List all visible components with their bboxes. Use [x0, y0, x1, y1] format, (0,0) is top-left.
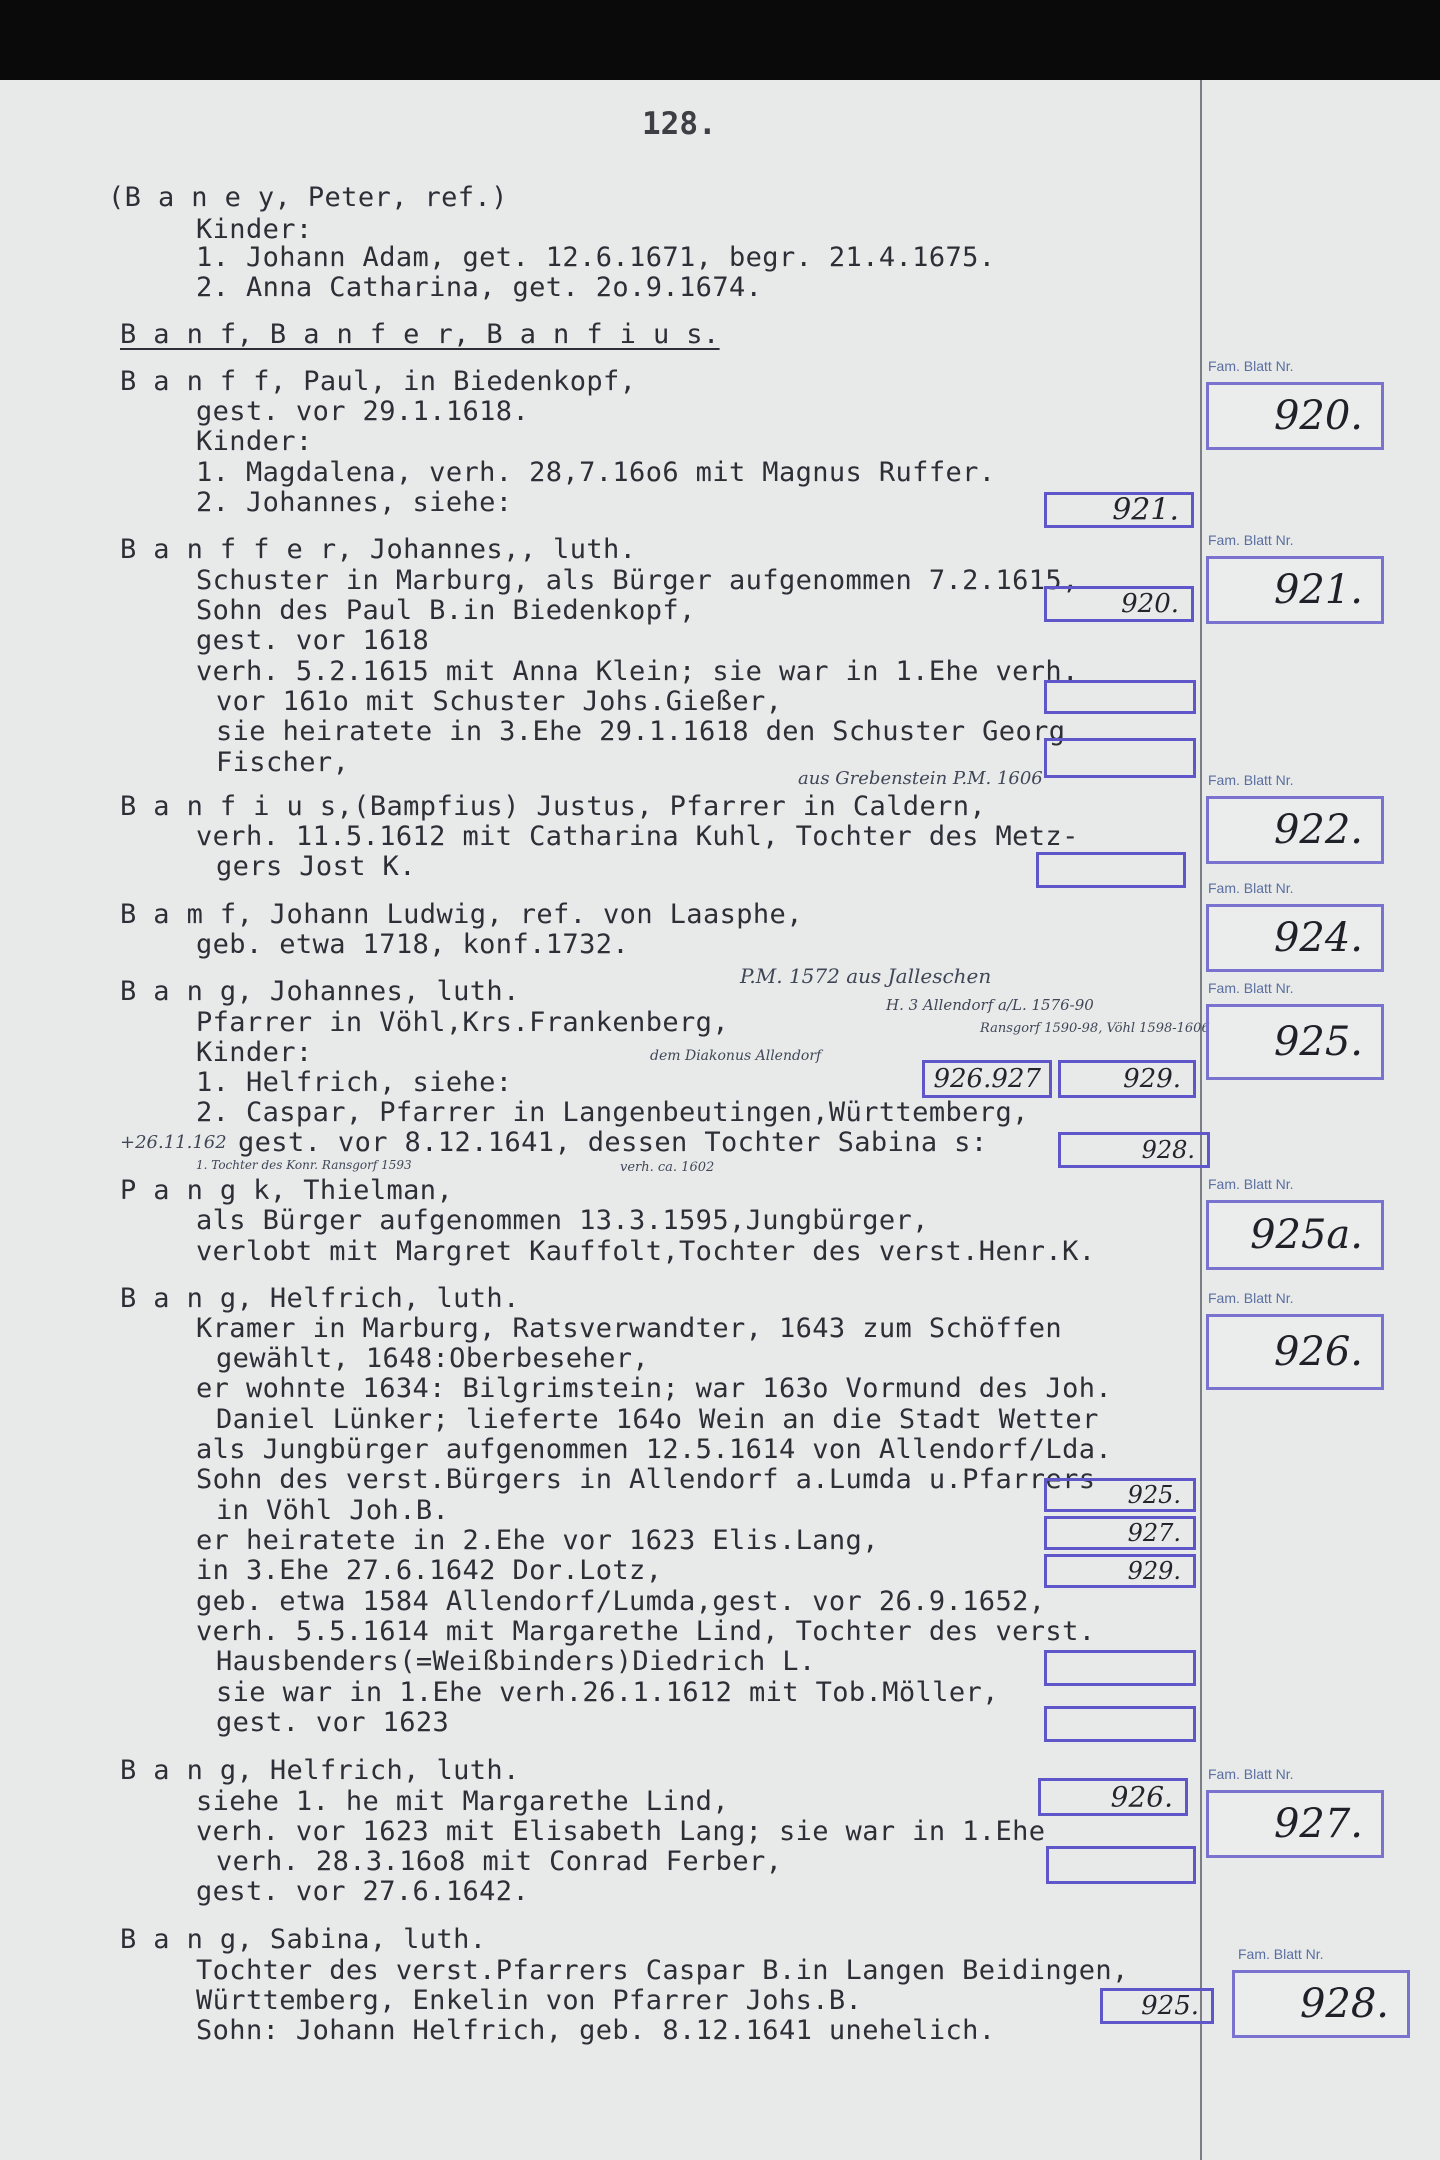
handwritten-note: +26.11.162	[120, 1132, 227, 1153]
entry-heading-banffer: B a n f f e r, Johannes,, luth.	[120, 534, 637, 565]
entry-heading-bang-sabina: B a n g, Sabina, luth.	[120, 1924, 487, 1955]
family-sheet-label: Fam. Blatt Nr.	[1208, 880, 1294, 896]
crossref-box: 925.	[1100, 1988, 1214, 2024]
entry-heading-bang-helfrich: B a n g, Helfrich, luth.	[120, 1283, 520, 1314]
entry-heading-banfius: B a n f i u s,(Bampfius) Justus, Pfarrer in Caldern,	[120, 791, 987, 822]
page-number: 128.	[642, 106, 717, 142]
empty-crossref-box	[1044, 1650, 1196, 1686]
entry-line: vor 161o mit Schuster Johs.Gießer,	[216, 686, 783, 717]
entry-line: Kinder:	[196, 214, 313, 245]
handwritten-note: 1. Tochter des Konr. Ransgorf 1593	[196, 1158, 412, 1172]
entry-line: 1. Johann Adam, get. 12.6.1671, begr. 21.4.1675.	[196, 242, 996, 273]
crossref-box: 929.	[1044, 1554, 1196, 1588]
entry-line: verh. 28.3.16o8 mit Conrad Ferber,	[216, 1846, 783, 1877]
entry-line: 2. Anna Catharina, get. 2o.9.1674.	[196, 272, 763, 303]
entry-line: gest. vor 1623	[216, 1707, 450, 1738]
entry-line: als Jungbürger aufgenommen 12.5.1614 von Allendorf/Lda.	[196, 1434, 1113, 1465]
empty-crossref-box	[1036, 852, 1186, 888]
entry-line: geb. etwa 1584 Allendorf/Lumda,gest. vor 26.9.1652,	[196, 1586, 1046, 1617]
family-sheet-box: 928.	[1232, 1970, 1410, 2038]
entry-line: 2. Johannes, siehe:	[196, 487, 513, 518]
entry-line: Daniel Lünker; lieferte 164o Wein an die Stadt Wetter	[216, 1404, 1099, 1435]
family-sheet-label: Fam. Blatt Nr.	[1208, 358, 1294, 374]
entry-line: gest. vor 1618	[196, 625, 430, 656]
family-sheet-label: Fam. Blatt Nr.	[1238, 1946, 1324, 1962]
entry-line: gewählt, 1648:Oberbeseher,	[216, 1343, 650, 1374]
entry-line: 1. Helfrich, siehe:	[196, 1067, 513, 1098]
entry-heading-bamf: B a m f, Johann Ludwig, ref. von Laasphe,	[120, 899, 803, 930]
entry-heading-bang-johannes: B a n g, Johannes, luth.	[120, 976, 520, 1007]
handwritten-note: H. 3 Allendorf a/L. 1576-90	[886, 996, 1094, 1014]
family-sheet-label: Fam. Blatt Nr.	[1208, 1290, 1294, 1306]
entry-line: Württemberg, Enkelin von Pfarrer Johs.B.	[196, 1985, 863, 2016]
crossref-box: 921.	[1044, 492, 1194, 528]
empty-crossref-box	[1044, 680, 1196, 714]
entry-line: Kramer in Marburg, Ratsverwandter, 1643 zum Schöffen	[196, 1313, 1063, 1344]
crossref-box: 929.	[1058, 1060, 1196, 1098]
entry-line: Fischer,	[216, 747, 350, 778]
crossref-box: 925.	[1044, 1478, 1196, 1512]
crossref-box: 920.	[1044, 586, 1194, 622]
family-sheet-box: 925a.	[1206, 1200, 1384, 1270]
entry-line: Kinder:	[196, 1037, 313, 1068]
entry-line: sie heiratete in 3.Ehe 29.1.1618 den Schuster Georg	[216, 716, 1066, 747]
entry-line: Schuster in Marburg, als Bürger aufgenommen 7.2.1615,	[196, 565, 1079, 596]
family-sheet-box: 925.	[1206, 1004, 1384, 1080]
entry-line: verh. 5.2.1615 mit Anna Klein; sie war in 1.Ehe verh.	[196, 656, 1079, 687]
crossref-box: 927.	[1044, 1516, 1196, 1550]
crossref-box: 926.	[1038, 1778, 1188, 1816]
family-sheet-label: Fam. Blatt Nr.	[1208, 980, 1294, 996]
entry-line: gest. vor 27.6.1642.	[196, 1876, 530, 1907]
section-heading-banf: B a n f, B a n f e r, B a n f i u s.	[120, 319, 720, 350]
entry-heading-banff: B a n f f, Paul, in Biedenkopf,	[120, 366, 637, 397]
family-sheet-box: 924.	[1206, 904, 1384, 972]
document-page	[0, 80, 1440, 2160]
family-sheet-label: Fam. Blatt Nr.	[1208, 1766, 1294, 1782]
family-sheet-box: 926.	[1206, 1314, 1384, 1390]
entry-line: als Bürger aufgenommen 13.3.1595,Jungbürger,	[196, 1205, 929, 1236]
entry-line: geb. etwa 1718, konf.1732.	[196, 929, 630, 960]
entry-line: in Vöhl Joh.B.	[216, 1495, 450, 1526]
family-sheet-box: 921.	[1206, 556, 1384, 624]
entry-line: Tochter des verst.Pfarrers Caspar B.in Langen Beidingen,	[196, 1955, 1129, 1986]
entry-line: siehe 1. he mit Margarethe Lind,	[196, 1786, 729, 1817]
family-sheet-label: Fam. Blatt Nr.	[1208, 772, 1294, 788]
entry-line: gest. vor 29.1.1618.	[196, 396, 530, 427]
empty-crossref-box	[1044, 1706, 1196, 1742]
entry-line: in 3.Ehe 27.6.1642 Dor.Lotz,	[196, 1555, 663, 1586]
entry-line: verh. vor 1623 mit Elisabeth Lang; sie war in 1.Ehe	[196, 1816, 1046, 1847]
entry-line: sie war in 1.Ehe verh.26.1.1612 mit Tob.Möller,	[216, 1677, 999, 1708]
handwritten-note: dem Diakonus Allendorf	[650, 1048, 822, 1064]
entry-line: er wohnte 1634: Bilgrimstein; war 163o Vormund des Joh.	[196, 1373, 1113, 1404]
family-sheet-box: 922.	[1206, 796, 1384, 864]
entry-line: gers Jost K.	[216, 851, 416, 882]
handwritten-note: Ransgorf 1590-98, Vöhl 1598-1606	[980, 1021, 1210, 1036]
entry-heading-pangk: P a n g k, Thielman,	[120, 1175, 454, 1206]
handwritten-note: verh. ca. 1602	[620, 1160, 715, 1175]
crossref-box: 928.	[1058, 1132, 1210, 1168]
entry-heading-baney: (B a n e y, Peter, ref.)	[108, 182, 508, 213]
entry-line: Hausbenders(=Weißbinders)Diedrich L.	[216, 1646, 816, 1677]
entry-line: verlobt mit Margret Kauffolt,Tochter des verst.Henr.K.	[196, 1236, 1096, 1267]
family-sheet-label: Fam. Blatt Nr.	[1208, 1176, 1294, 1192]
margin-divider-line	[1200, 80, 1202, 2160]
handwritten-note: aus Grebenstein P.M. 1606	[798, 768, 1043, 789]
entry-line: 2. Caspar, Pfarrer in Langenbeutingen,Württemberg,	[196, 1097, 1029, 1128]
entry-heading-bang-helfrich-2: B a n g, Helfrich, luth.	[120, 1755, 520, 1786]
entry-line: Sohn des Paul B.in Biedenkopf,	[196, 595, 696, 626]
entry-line: Kinder:	[196, 426, 313, 457]
entry-line: Sohn des verst.Bürgers in Allendorf a.Lumda u.Pfarrers	[196, 1464, 1096, 1495]
crossref-box: 926.927	[922, 1060, 1052, 1098]
entry-line: 1. Magdalena, verh. 28,7.16o6 mit Magnus Ruffer.	[196, 457, 996, 488]
entry-line: verh. 11.5.1612 mit Catharina Kuhl, Tochter des Metz-	[196, 821, 1079, 852]
family-sheet-box: 920.	[1206, 382, 1384, 450]
empty-crossref-box	[1044, 738, 1196, 778]
family-sheet-label: Fam. Blatt Nr.	[1208, 532, 1294, 548]
entry-line: gest. vor 8.12.1641, dessen Tochter Sabina s:	[238, 1127, 988, 1158]
family-sheet-box: 927.	[1206, 1790, 1384, 1858]
entry-line: er heiratete in 2.Ehe vor 1623 Elis.Lang,	[196, 1525, 879, 1556]
entry-line: Sohn: Johann Helfrich, geb. 8.12.1641 unehelich.	[196, 2015, 996, 2046]
handwritten-note: P.M. 1572 aus Jalleschen	[740, 964, 992, 988]
entry-line: Pfarrer in Vöhl,Krs.Frankenberg,	[196, 1007, 729, 1038]
entry-line: verh. 5.5.1614 mit Margarethe Lind, Tochter des verst.	[196, 1616, 1096, 1647]
empty-crossref-box	[1046, 1846, 1196, 1884]
